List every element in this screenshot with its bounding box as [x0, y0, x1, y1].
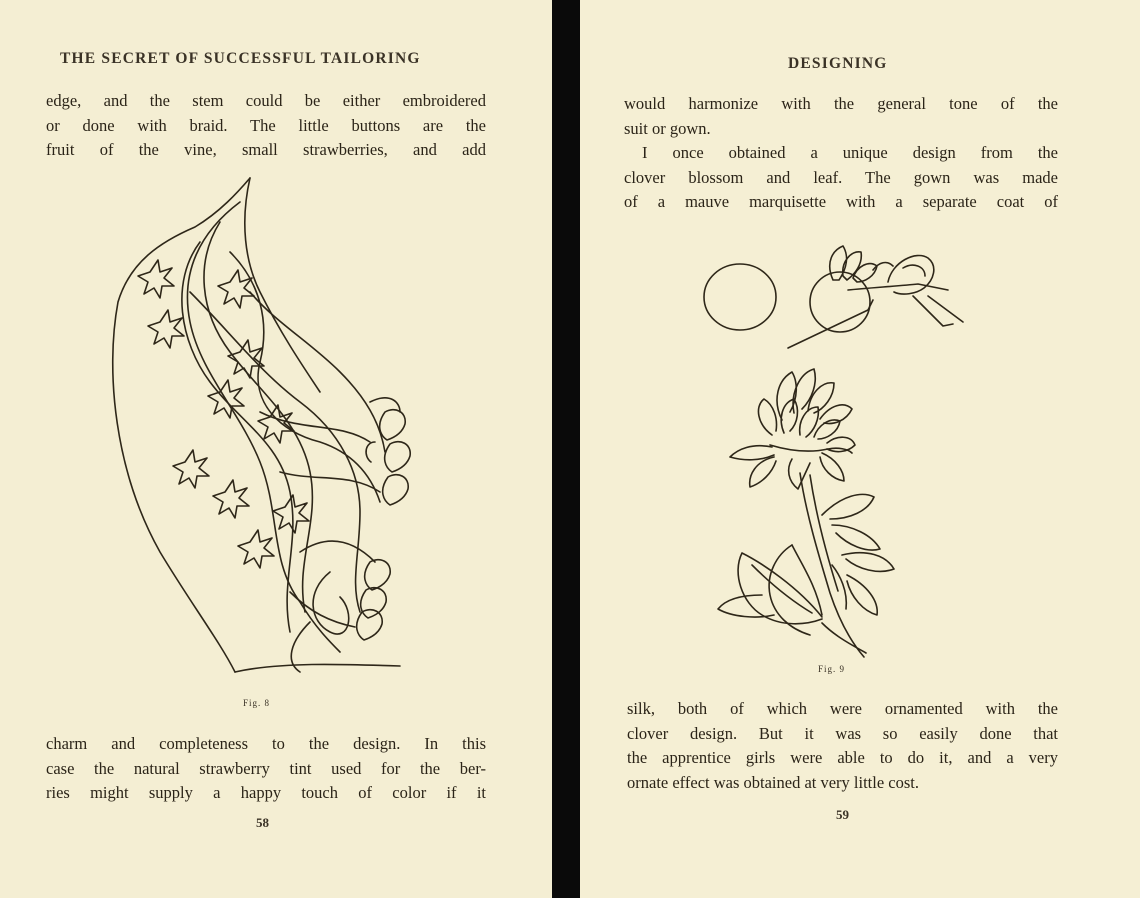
text-line: suit or gown. — [624, 118, 711, 138]
text-line: of a mauve marquisette with a separate coat of — [624, 192, 1058, 211]
left-page — [0, 0, 552, 898]
text-line: ries might supply a happy touch of color if it — [46, 783, 486, 802]
text-line: silk, both of which were ornamented with the — [627, 699, 1058, 718]
text-line: I once obtained a unique design from the — [642, 143, 1058, 162]
text-line: edge, and the stem could be either embroidered — [46, 91, 486, 110]
left-top-paragraph — [46, 89, 486, 163]
text-line: clover design. But it was so easily done that — [627, 723, 1058, 743]
text-line: clover blossom and leaf. The gown was made — [624, 167, 1058, 187]
text-line: would harmonize with the general tone of the — [624, 94, 1058, 113]
page-number: 58 — [256, 815, 269, 830]
text-line: ornate effect was obtained at very little cost. — [627, 772, 919, 792]
left-running-head: THE SECRET OF SUCCESSFUL TAILORING — [60, 50, 421, 67]
clover-sketch-figure — [698, 240, 988, 360]
figure-caption: Fig. 8 — [243, 698, 271, 708]
right-top-paragraph — [624, 92, 1058, 215]
page-number: 59 — [836, 807, 849, 822]
text-line: or done with braid. The little buttons are the — [46, 115, 486, 135]
figure-caption: Fig. 9 — [818, 664, 846, 674]
text-line: case the natural strawberry tint used for the ber- — [46, 758, 486, 778]
right-page — [580, 0, 1140, 898]
strawberry-vine-figure — [100, 172, 430, 682]
right-bottom-paragraph — [627, 697, 1058, 795]
text-line: fruit of the vine, small strawberries, and add — [46, 140, 486, 159]
left-bottom-paragraph — [46, 732, 486, 806]
book-gutter — [552, 0, 580, 898]
clover-plant-figure — [722, 365, 942, 665]
right-running-head: DESIGNING — [788, 55, 888, 72]
text-line: charm and completeness to the design. In this — [46, 734, 486, 753]
text-line: the apprentice girls were able to do it, and a very — [627, 748, 1058, 767]
